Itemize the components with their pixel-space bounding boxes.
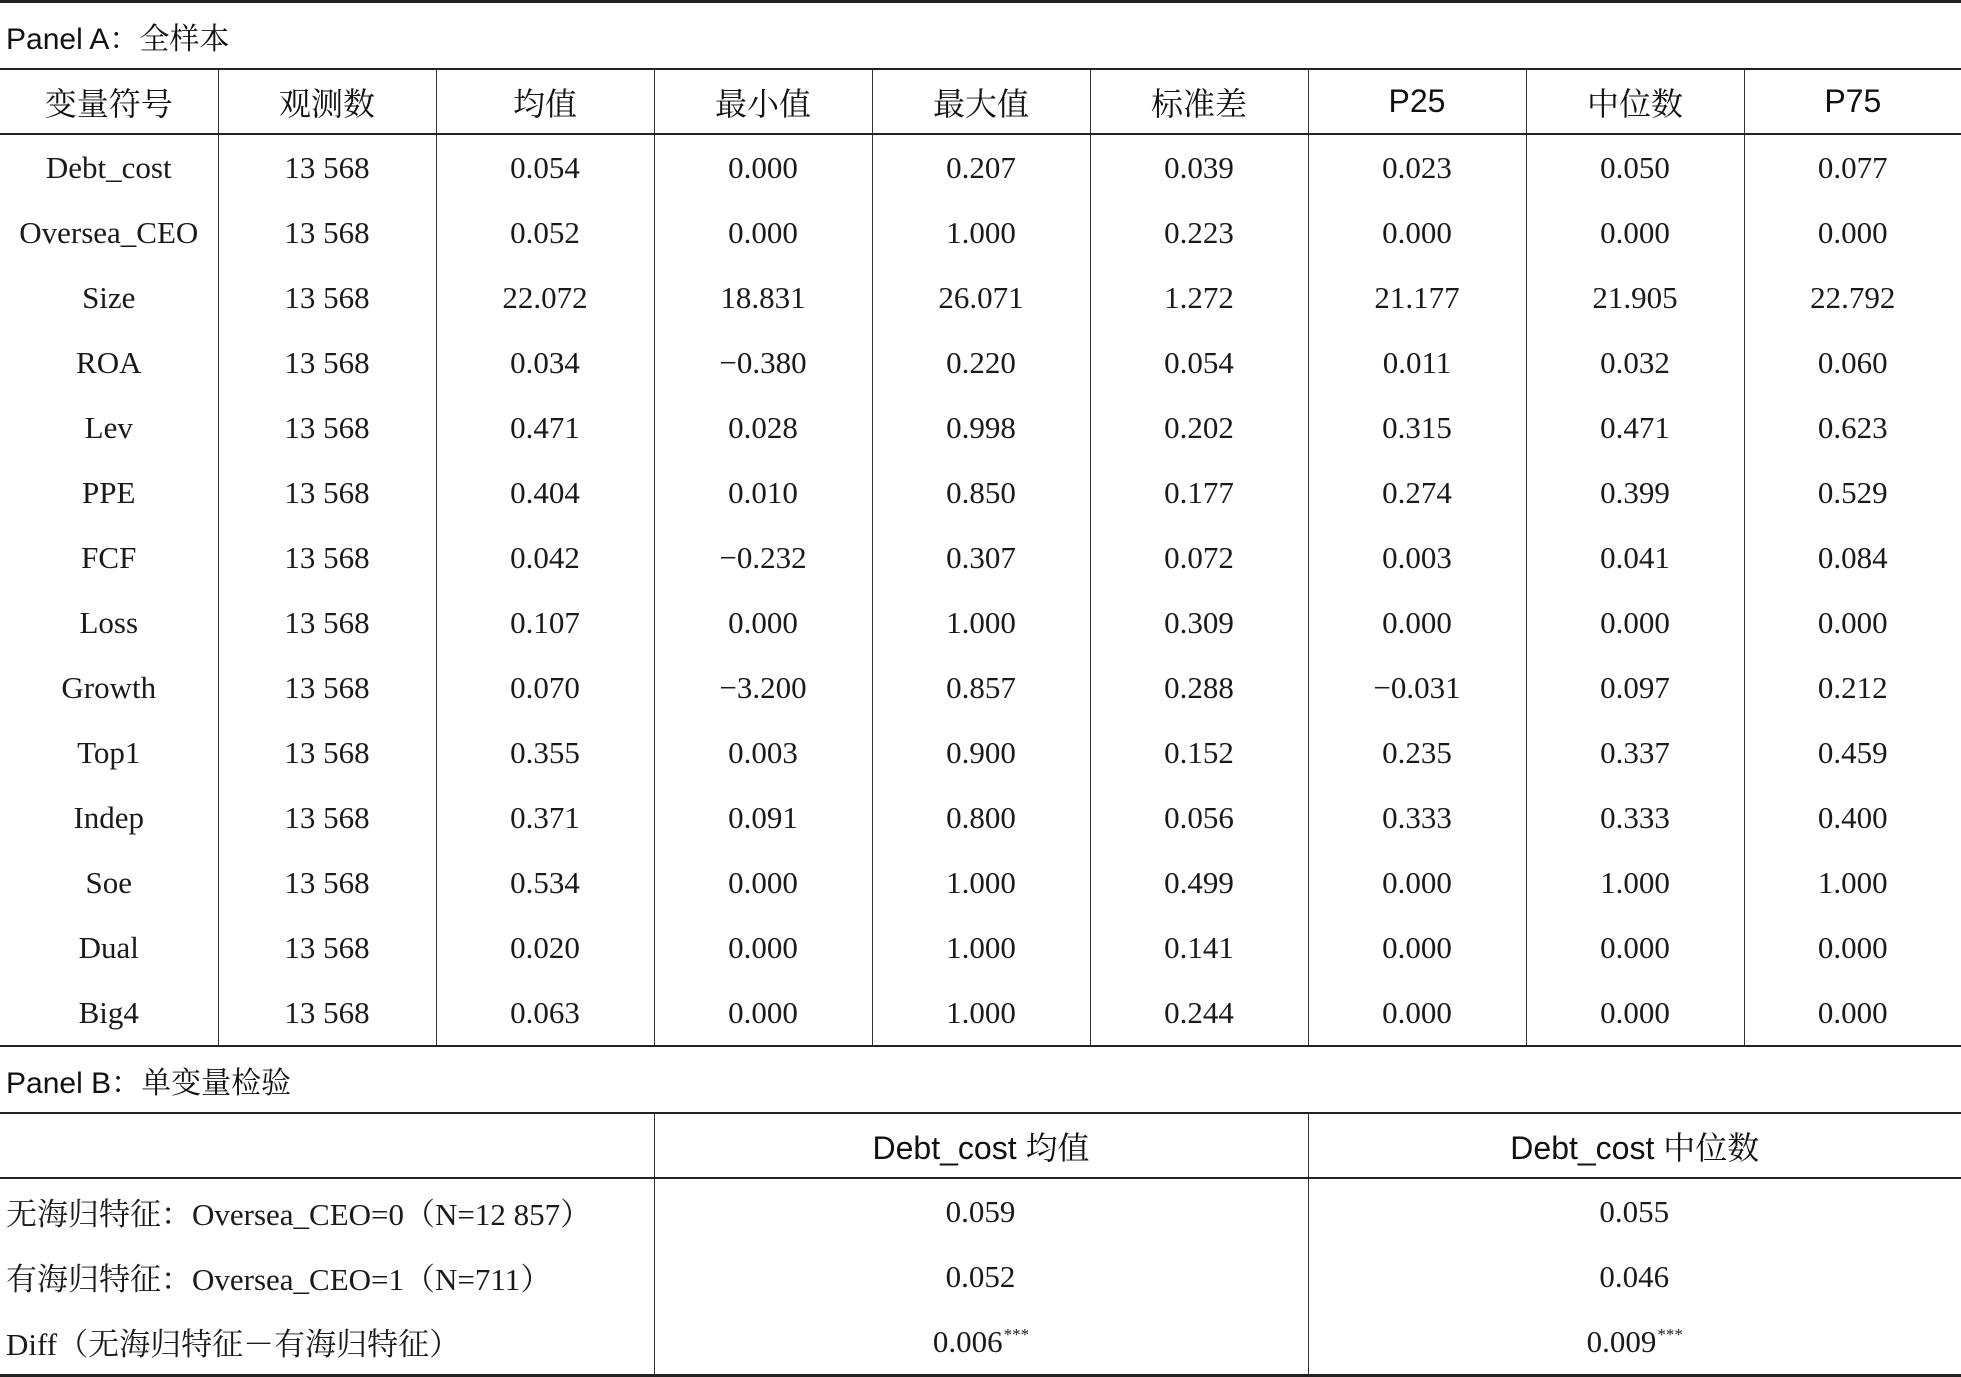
value-cell: 0.000	[654, 915, 872, 980]
value-cell: 22.792	[1744, 265, 1961, 330]
value-cell: 1.000	[872, 850, 1090, 915]
value-cell: 13 568	[218, 330, 436, 395]
value-cell: 21.905	[1526, 265, 1744, 330]
column-header: 标准差	[1090, 69, 1308, 134]
value-cell: 0.023	[1308, 134, 1526, 200]
group-label-cell: 有海归特征：Oversea_CEO=1（N=711）	[6, 1262, 552, 1297]
column-header: P75	[1744, 69, 1961, 134]
value-cell: 0.050	[1526, 134, 1744, 200]
value-cell: 13 568	[218, 265, 436, 330]
value-cell: 0.000	[654, 590, 872, 655]
table-row	[0, 590, 1961, 655]
value-cell: 0.072	[1090, 525, 1308, 590]
variable-name-cell: Size	[82, 279, 136, 315]
mean-value: 0.059	[945, 1193, 1016, 1229]
value-cell: −0.031	[1308, 655, 1526, 720]
panel-a-title: Panel A：全样本	[0, 2, 1961, 70]
value-cell: 13 568	[218, 785, 436, 850]
variable-name-cell: Big4	[0, 980, 218, 1046]
value-cell: 0.534	[436, 850, 654, 915]
variable-name-cell: Soe	[85, 864, 132, 900]
panel-a-title-row	[0, 2, 1961, 70]
column-header: 中位数	[1526, 69, 1744, 134]
value-cell: 0.000	[1526, 915, 1744, 980]
value-cell: 0.400	[1744, 785, 1961, 850]
value-cell: 0.529	[1744, 460, 1961, 525]
value-cell: −0.380	[654, 330, 872, 395]
panel-a-header-row	[0, 69, 1961, 134]
value-cell: 13 568	[218, 525, 436, 590]
column-header: Debt_cost 中位数	[1308, 1113, 1961, 1178]
value-cell: 22.072	[436, 265, 654, 330]
value-cell: 13 568	[218, 980, 436, 1046]
significance-stars: ***	[1003, 1324, 1030, 1344]
table-row	[0, 134, 1961, 200]
value-cell: 1.000	[872, 980, 1090, 1046]
significance-stars: ***	[1657, 1324, 1683, 1344]
value-cell: 0.052	[436, 200, 654, 265]
value-cell: 0.623	[1744, 395, 1961, 460]
variable-name-cell: Debt_cost	[45, 149, 172, 185]
mean-value: 0.052	[945, 1258, 1016, 1294]
value-cell: 0.000	[1744, 980, 1961, 1046]
value-cell: 0.000	[654, 200, 872, 265]
value-cell: 21.177	[1308, 265, 1526, 330]
value-cell: 13 568	[218, 720, 436, 785]
column-header: 最大值	[872, 69, 1090, 134]
value-cell: 13 568	[218, 655, 436, 720]
column-header	[0, 1113, 654, 1178]
value-cell: 0.177	[1090, 460, 1308, 525]
value-cell: 0.850	[872, 460, 1090, 525]
column-header: 变量符号	[0, 69, 218, 134]
value-cell: 0.235	[1308, 720, 1526, 785]
variable-name-cell: Loss	[79, 604, 139, 640]
mean-value-cell	[654, 1244, 1308, 1309]
table-row	[0, 655, 1961, 720]
mean-value-cell	[654, 1309, 1308, 1376]
value-cell: 26.071	[872, 265, 1090, 330]
column-header: 均值	[436, 69, 654, 134]
value-cell: 13 568	[218, 134, 436, 200]
value-cell: 0.333	[1308, 785, 1526, 850]
table-row	[0, 1309, 1961, 1376]
value-cell: 0.003	[654, 720, 872, 785]
value-cell: 0.000	[1526, 590, 1744, 655]
variable-name-cell: ROA	[76, 344, 142, 380]
table-row	[0, 850, 1961, 915]
value-cell: 0.274	[1308, 460, 1526, 525]
value-cell: 0.404	[436, 460, 654, 525]
panel-b-title-row	[0, 1046, 1961, 1113]
variable-name-cell: Dual	[78, 929, 139, 965]
value-cell: 0.499	[1090, 850, 1308, 915]
value-cell: 0.000	[1744, 590, 1961, 655]
value-cell: 0.000	[1744, 200, 1961, 265]
median-value: 0.009	[1586, 1323, 1657, 1359]
value-cell: 0.084	[1744, 525, 1961, 590]
variable-name-cell: Top1	[77, 734, 141, 770]
value-cell: 0.900	[872, 720, 1090, 785]
value-cell: 0.000	[654, 850, 872, 915]
value-cell: 0.028	[654, 395, 872, 460]
mean-value: 0.006	[932, 1323, 1003, 1359]
value-cell: 0.000	[1308, 915, 1526, 980]
value-cell: 13 568	[218, 590, 436, 655]
table-row	[0, 460, 1961, 525]
column-header: 观测数	[218, 69, 436, 134]
value-cell: 0.371	[436, 785, 654, 850]
value-cell: 0.011	[1308, 330, 1526, 395]
variable-name-cell: FCF	[81, 539, 137, 575]
value-cell: 0.399	[1526, 460, 1744, 525]
value-cell: 0.309	[1090, 590, 1308, 655]
variable-name-cell: Lev	[84, 409, 133, 445]
value-cell: 1.272	[1090, 265, 1308, 330]
value-cell: 0.355	[436, 720, 654, 785]
median-value: 0.046	[1599, 1258, 1670, 1294]
value-cell: 0.032	[1526, 330, 1744, 395]
value-cell: 0.000	[1744, 915, 1961, 980]
value-cell: 0.077	[1744, 134, 1961, 200]
table-row	[0, 525, 1961, 590]
value-cell: −3.200	[654, 655, 872, 720]
table-row	[0, 915, 1961, 980]
value-cell: 0.054	[436, 134, 654, 200]
column-header: 最小值	[654, 69, 872, 134]
value-cell: 1.000	[872, 200, 1090, 265]
value-cell: 0.097	[1526, 655, 1744, 720]
median-value-cell	[1308, 1309, 1961, 1376]
panel-b-title: Panel B：单变量检验	[6, 1066, 292, 1100]
table-row	[0, 265, 1961, 330]
value-cell: 1.000	[872, 590, 1090, 655]
variable-name-cell: Oversea_CEO	[19, 214, 199, 250]
table-row	[0, 980, 1961, 1046]
table-row	[0, 395, 1961, 460]
value-cell: 0.459	[1744, 720, 1961, 785]
value-cell: 0.857	[872, 655, 1090, 720]
variable-name-cell: Growth	[61, 669, 157, 705]
median-value: 0.055	[1599, 1193, 1670, 1229]
table-row	[0, 200, 1961, 265]
variable-name-cell: PPE	[82, 474, 136, 510]
median-value-cell	[1308, 1244, 1961, 1309]
value-cell: 0.288	[1090, 655, 1308, 720]
panel-b-header-row	[0, 1113, 1961, 1178]
value-cell: 13 568	[218, 200, 436, 265]
value-cell: 0.091	[654, 785, 872, 850]
table-row	[0, 1244, 1961, 1309]
value-cell: 0.000	[1308, 980, 1526, 1046]
value-cell: 0.307	[872, 525, 1090, 590]
mean-value-cell	[654, 1178, 1308, 1244]
table-row	[0, 330, 1961, 395]
value-cell: 0.000	[654, 134, 872, 200]
value-cell: 0.223	[1090, 200, 1308, 265]
value-cell: 13 568	[218, 395, 436, 460]
value-cell: 0.034	[436, 330, 654, 395]
value-cell: 0.333	[1526, 785, 1744, 850]
table-row	[0, 720, 1961, 785]
value-cell: −0.232	[654, 525, 872, 590]
value-cell: 0.207	[872, 134, 1090, 200]
value-cell: 1.000	[1526, 850, 1744, 915]
value-cell: 0.054	[1090, 330, 1308, 395]
value-cell: 18.831	[654, 265, 872, 330]
value-cell: 0.337	[1526, 720, 1744, 785]
table-row	[0, 785, 1961, 850]
value-cell: 0.212	[1744, 655, 1961, 720]
value-cell: 0.152	[1090, 720, 1308, 785]
value-cell: 0.471	[436, 395, 654, 460]
value-cell: 0.070	[436, 655, 654, 720]
group-label-cell: Diff（无海归特征－有海归特征）	[0, 1309, 654, 1376]
value-cell: 0.000	[1308, 590, 1526, 655]
value-cell: 0.107	[436, 590, 654, 655]
value-cell: 0.039	[1090, 134, 1308, 200]
column-header: P25	[1308, 69, 1526, 134]
value-cell: 0.000	[1526, 980, 1744, 1046]
value-cell: 0.000	[654, 980, 872, 1046]
value-cell: 13 568	[218, 915, 436, 980]
value-cell: 0.000	[1308, 850, 1526, 915]
value-cell: 0.056	[1090, 785, 1308, 850]
value-cell: 0.202	[1090, 395, 1308, 460]
table-row	[0, 1178, 1961, 1244]
column-header: Debt_cost 均值	[654, 1113, 1308, 1178]
value-cell: 0.141	[1090, 915, 1308, 980]
value-cell: 0.063	[436, 980, 654, 1046]
value-cell: 1.000	[1744, 850, 1961, 915]
value-cell: 0.060	[1744, 330, 1961, 395]
value-cell: 0.315	[1308, 395, 1526, 460]
value-cell: 0.998	[872, 395, 1090, 460]
value-cell: 0.003	[1308, 525, 1526, 590]
value-cell: 0.800	[872, 785, 1090, 850]
value-cell: 0.220	[872, 330, 1090, 395]
value-cell: 13 568	[218, 460, 436, 525]
value-cell: 0.042	[436, 525, 654, 590]
value-cell: 0.020	[436, 915, 654, 980]
value-cell: 0.010	[654, 460, 872, 525]
value-cell: 0.471	[1526, 395, 1744, 460]
value-cell: 0.000	[1308, 200, 1526, 265]
median-value-cell	[1308, 1178, 1961, 1244]
value-cell: 1.000	[872, 915, 1090, 980]
value-cell: 0.000	[1526, 200, 1744, 265]
group-label-cell: 无海归特征：Oversea_CEO=0（N=12 857）	[6, 1197, 592, 1232]
value-cell: 0.041	[1526, 525, 1744, 590]
value-cell: 0.244	[1090, 980, 1308, 1046]
variable-name-cell: Indep	[73, 799, 145, 835]
value-cell: 13 568	[218, 850, 436, 915]
